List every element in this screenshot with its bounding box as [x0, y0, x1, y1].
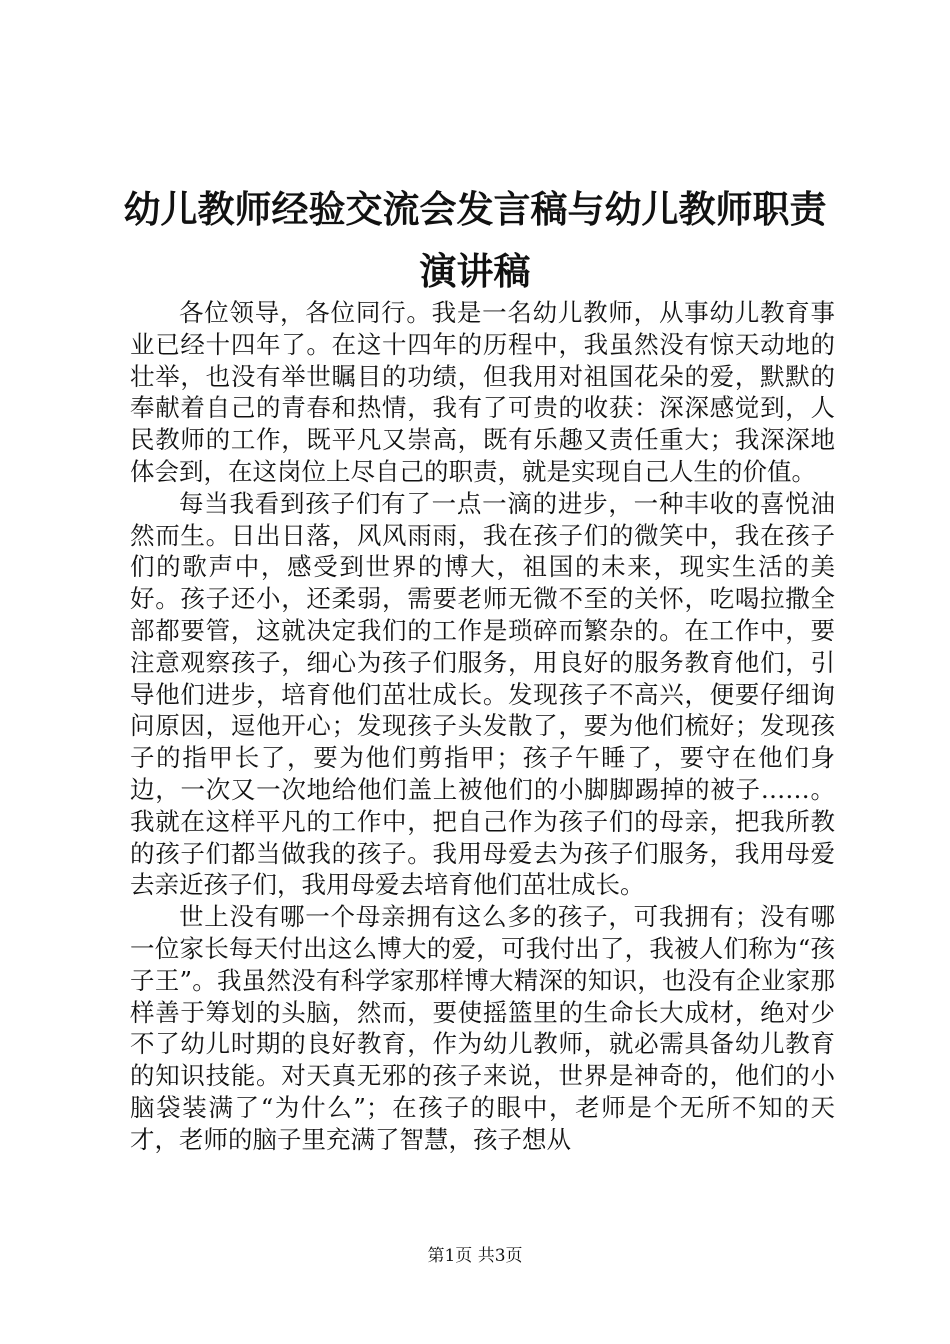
paragraph-3: 世上没有哪一个母亲拥有这么多的孩子，可我拥有；没有哪一位家长每天付出这么博大的爱，可我付出了，我被人们称为“孩子王”。我虽然没有科学家那样博大精深的知识，也没有企业家那样善于筹划的头脑，然而，要使摇篮里的生命长大成材，绝对少不了幼儿时期的良好教育，作为幼儿教师，就必需具备幼儿教育的知识技能。对天真无邪的孩子来说，世界是神奇的，他们的小脑袋装满了“为什么”；在孩子的眼中，老师是个无所不知的天才，老师的脑子里充满了智慧，孩子想从	[130, 902, 835, 1154]
document-title: 幼儿教师经验交流会发言稿与幼儿教师职责演讲稿	[123, 187, 827, 293]
paragraph-1: 各位领导，各位同行。我是一名幼儿教师，从事幼儿教育事业已经十四年了。在这十四年的历程中，我虽然没有惊天动地的壮举，也没有举世瞩目的功绩，但我用对祖国花朵的爱，默默的奉献着自己的青春和热情，我有了可贵的收获：深深感觉到，人民教师的工作，既平凡又崇高，既有乐趣又责任重大；我深深地体会到，在这岗位上尽自己的职责，就是实现自己人生的价值。	[130, 298, 835, 486]
page-number-footer: 第1页 共3页	[427, 1246, 523, 1266]
paragraph-2: 每当我看到孩子们有了一点一滴的进步，一种丰收的喜悦油然而生。日出日落，风风雨雨，我在孩子们的微笑中，我在孩子们的歌声中，感受到世界的博大，祖国的未来，现实生活的美好。孩子还小，还柔弱，需要老师无微不至的关怀，吃喝拉撒全部都要管，这就决定我们的工作是琐碎而繁杂的。在工作中，要注意观察孩子，细心为孩子们服务，用良好的服务教育他们，引导他们进步，培育他们茁壮成长。发现孩子不高兴，便要仔细询问原因，逗他开心；发现孩子头发散了，要为他们梳好；发现孩子的指甲长了，要为他们剪指甲；孩子午睡了，要守在他们身边，一次又一次地给他们盖上被他们的小脚脚踢掉的被子……。我就在这样平凡的工作中，把自己作为孩子们的母亲，把我所教的孩子们都当做我的孩子。我用母爱去为孩子们服务，我用母爱去亲近孩子们，我用母爱去培育他们茁壮成长。	[130, 488, 835, 900]
document-body	[130, 297, 835, 1156]
